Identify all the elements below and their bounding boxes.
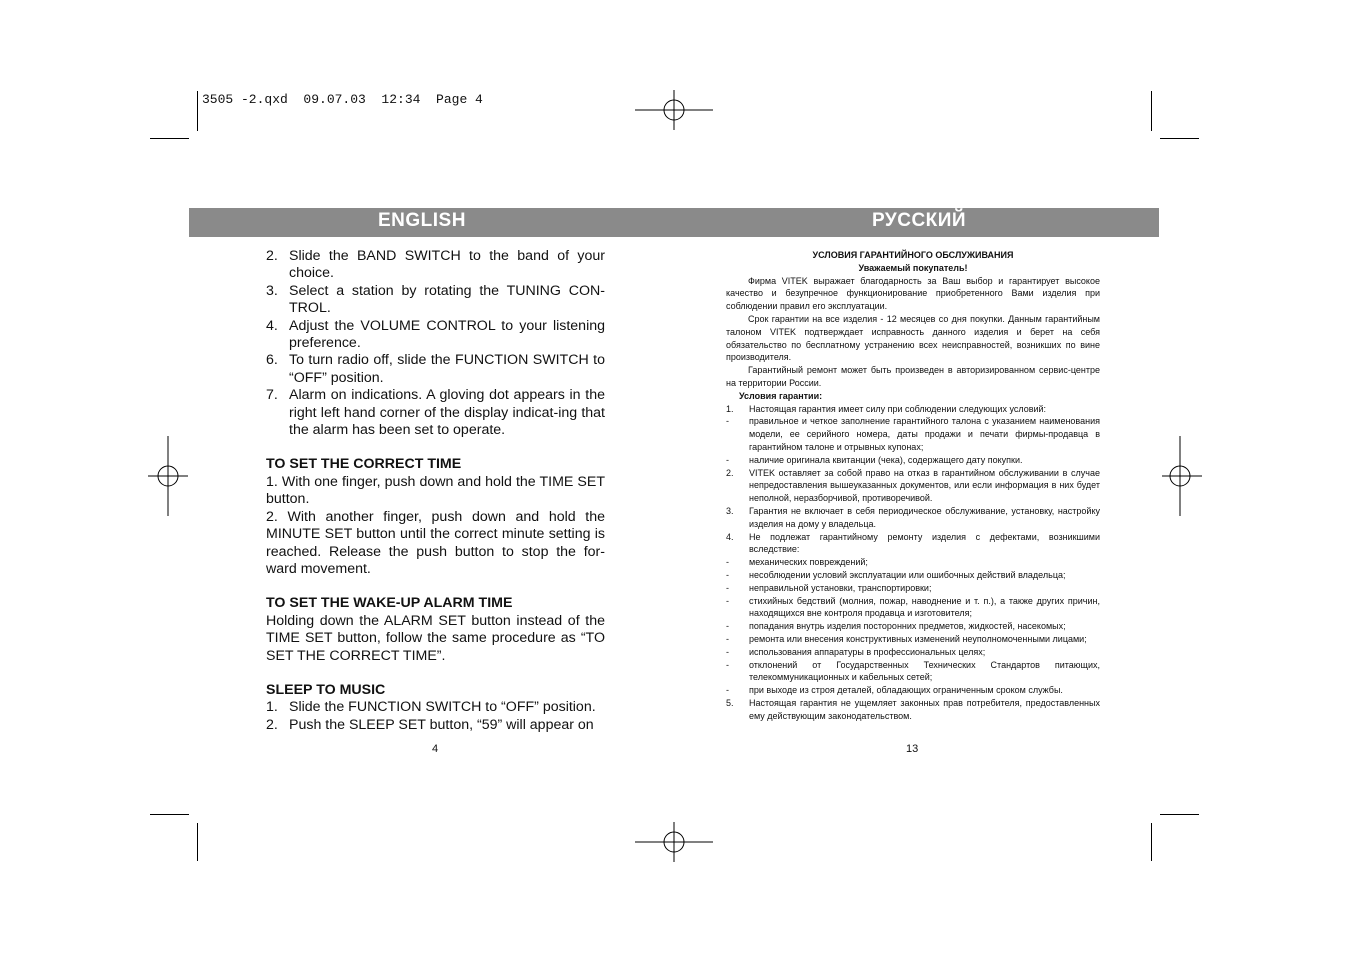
- list-item: - использования аппаратуры в профессиональных целях;: [726, 646, 986, 657]
- crop-mark: [1160, 814, 1199, 815]
- paragraph: Срок гарантии на все изделия - 12 месяцев со дня покупки. Данным гарантийным талоном VITEK подтверждает исправность данного изделия и берет на себя обязательство по бесплатному устранению всех неисправностей, возникших по вине производителя.: [726, 313, 1100, 363]
- greeting: Уважаемый покупатель!: [858, 262, 968, 273]
- crop-mark: [1151, 823, 1152, 861]
- paragraph: Фирма VITEK выражает благодарность за Ваш выбор и гарантирует высокое качество и безупречное функционирование приобретенного Вами изделия при соблюдении правил его эксплуатации.: [726, 275, 1100, 312]
- list-item: 1. Настоящая гарантия имеет силу при соблюдении следующих условий:: [726, 403, 1047, 414]
- english-column: [266, 248, 605, 734]
- paragraph: Holding down the ALARM SET button instead of the TIME SET button, follow the same procedure as “TO SET THE CORRECT TIME”.: [266, 612, 605, 664]
- list-item: - ремонта или внесения конструктивных изменений неуполномоченными лицами;: [726, 633, 1087, 644]
- list-item: - правильное и четкое заполнение гарантийного талона с указанием наименования модели, ее серийного номера, даты продажи и печати фирмы-продавца в гарантийном талоне и отрывных купонах;: [726, 416, 1100, 452]
- crop-mark: [150, 138, 189, 139]
- crop-mark: [197, 91, 198, 131]
- list-item: 2. Push the SLEEP SET button, “59” will appear on: [266, 716, 594, 733]
- paragraph: 1. With one finger, push down and hold the TIME SET button.: [266, 473, 605, 508]
- file-slug: 3505 -2.qxd 09.07.03 12:34 Page 4: [202, 92, 483, 107]
- registration-mark-icon: [635, 90, 715, 130]
- section-heading: TO SET THE WAKE-UP ALARM TIME: [266, 595, 513, 612]
- paragraph: 2. With another finger, push down and hold the MINUTE SET button until the correct minute setting is reached. Release the push button to stop the for-ward movement.: [266, 508, 605, 577]
- list-item: 6. To turn radio off, slide the FUNCTION SWITCH to “OFF” position.: [266, 352, 605, 386]
- list-item: - неправильной установки, транспортировки;: [726, 582, 932, 593]
- section-heading: SLEEP TO MUSIC: [266, 681, 386, 698]
- registration-mark-icon: [148, 436, 190, 516]
- crop-mark: [1151, 91, 1152, 131]
- list-item: - несоблюдении условий эксплуатации или ошибочных действий владельца;: [726, 569, 1066, 580]
- list-item: 4. Не подлежат гарантийному ремонту изделия с дефектами, возникшими вследствие:: [726, 531, 1100, 555]
- list-item: 3. Select a station by rotating the TUNING CON-TROL.: [266, 282, 605, 317]
- list-item: - попадания внутрь изделия посторонних предметов, жидкостей, насекомых;: [726, 621, 1066, 632]
- radio-steps-list: [266, 248, 605, 439]
- conditions-heading: Условия гарантии:: [739, 390, 823, 401]
- list-item: - механических повреждений;: [726, 557, 868, 568]
- list-item: 5. Настоящая гарантия не ущемляет законных прав потребителя, предоставленных ему действующим законодательством.: [726, 697, 1100, 721]
- crop-mark: [197, 823, 198, 861]
- language-banner: [189, 208, 1159, 237]
- crop-mark: [1160, 138, 1199, 139]
- list-item: - стихийных бедствий (молния, пожар, наводнение и т. п.), а также других причин, находящихся вне контроля продавца и изготовителя;: [726, 595, 1100, 619]
- list-item: - отклонений от Государственных Технических Стандартов питающих, телекоммуникационных и кабельных сетей;: [726, 659, 1100, 683]
- list-item: 2. VITEK оставляет за собой право на отказ в гарантийном обслуживании в случае непредоставления вышеуказанных документов, или если информация в них будет неполной, неразборчивой, противоречивой.: [726, 467, 1100, 504]
- list-item: - при выходе из строя деталей, обладающих ограниченным сроком службы.: [726, 685, 1063, 696]
- list-item: 1. Slide the FUNCTION SWITCH to “OFF” position.: [266, 699, 596, 716]
- page-number: 4: [432, 743, 439, 755]
- russian-column: [726, 249, 1100, 722]
- page-number: 13: [906, 743, 919, 755]
- list-item: 4. Adjust the VOLUME CONTROL to your listening preference.: [266, 317, 605, 352]
- sleep-steps-list: [266, 699, 605, 734]
- list-item: 7. Alarm on indications. A gloving dot appears in the right left hand corner of the display indicat-ing that the alarm has been set to operate.: [266, 387, 605, 439]
- section-heading: TO SET THE CORRECT TIME: [266, 456, 462, 473]
- russian-heading: РУССКИЙ: [872, 210, 967, 231]
- warranty-title: УСЛОВИЯ ГАРАНТИЙНОГО ОБСЛУЖИВАНИЯ: [812, 250, 1014, 260]
- list-item: 2. Slide the BAND SWITCH to the band of your choice.: [266, 248, 605, 282]
- registration-mark-icon: [1160, 436, 1202, 516]
- list-item: - наличие оригинала квитанции (чека), содержащего дату покупки.: [726, 454, 1023, 465]
- english-heading: ENGLISH: [378, 210, 466, 231]
- paragraph: Гарантийный ремонт может быть произведен в авторизированном сервис-центре на территории России.: [726, 365, 1100, 388]
- list-item: 3. Гарантия не включает в себя периодическое обслуживание, установку, настройку изделия на дому у владельца.: [726, 505, 1100, 529]
- crop-mark: [150, 814, 189, 815]
- registration-mark-icon: [635, 822, 715, 862]
